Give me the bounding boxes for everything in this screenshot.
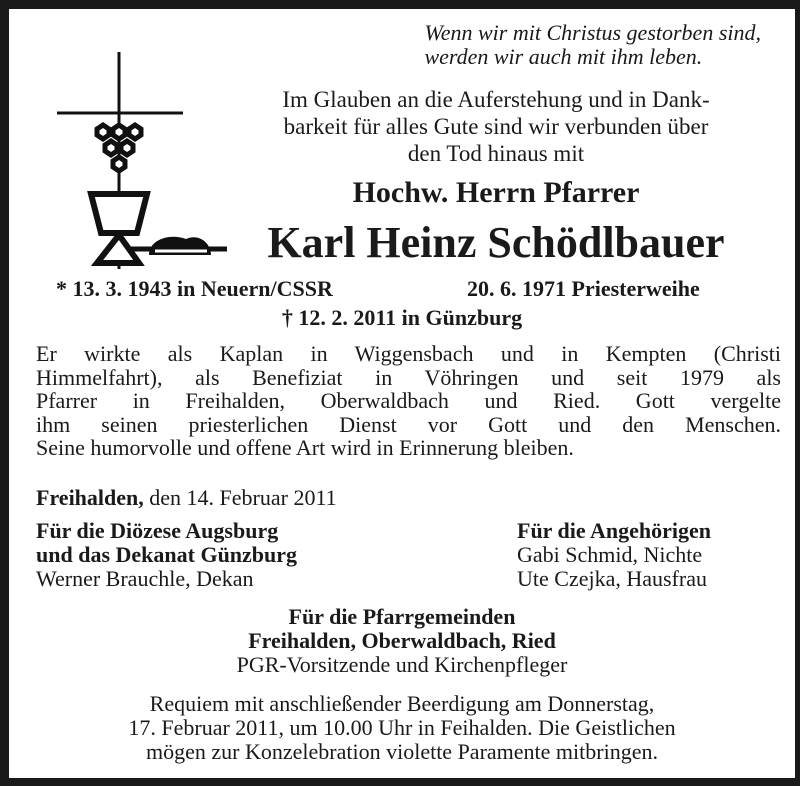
bio-line: Himmelfahrt), als Benefiziat in Vöhringen und seit 1979 als bbox=[36, 364, 781, 390]
sig-line: Für die Pfarrgemeinden bbox=[288, 604, 516, 629]
parish-signatures bbox=[9, 605, 795, 677]
bio-line: Pfarrer in Freihalden, Oberwaldbach und Ried. Gott vergelte bbox=[36, 388, 781, 413]
sig-line: Für die Diözese Augsburg bbox=[36, 518, 279, 543]
right-signatures bbox=[517, 519, 711, 591]
bio-line: Seine humorvolle und offene Art wird in Erinnerung bleiben. bbox=[36, 435, 574, 460]
cross-chalice-grapes-icon bbox=[30, 30, 230, 270]
sig-line: Gabi Schmid, Nichte bbox=[517, 542, 703, 567]
motto bbox=[424, 21, 761, 69]
bio-line: ihm seinen priesterlichen Dienst vor Gott und den Menschen. bbox=[36, 411, 781, 437]
death-date: † 12. 2. 2011 in Günzburg bbox=[281, 305, 523, 330]
ordination-date: 20. 6. 1971 Priesterweihe bbox=[467, 276, 700, 301]
requiem-line: mögen zur Konzelebration violette Paramente mitbringen. bbox=[146, 739, 658, 764]
sig-line: Ute Czejka, Hausfrau bbox=[517, 566, 707, 591]
requiem-info bbox=[9, 692, 795, 764]
deceased-name: Karl Heinz Schödlbauer bbox=[267, 218, 725, 267]
intro-line: Im Glauben an die Auferstehung und in Dank- bbox=[282, 87, 710, 112]
birth-date: * 13. 3. 1943 in Neuern/CSSR bbox=[56, 276, 333, 301]
place: Freihalden, bbox=[36, 485, 144, 510]
title: Hochw. Herrn Pfarrer bbox=[352, 176, 640, 209]
intro-line: barkeit für alles Gute sind wir verbunden über bbox=[283, 114, 709, 139]
requiem-line: Requiem mit anschließender Beerdigung am Donnerstag, bbox=[149, 691, 655, 716]
sig-line: Für die Angehörigen bbox=[517, 518, 711, 543]
sig-line: PGR-Vorsitzende und Kirchenpfleger bbox=[236, 652, 568, 677]
motto-line: Wenn wir mit Christus gestorben sind, bbox=[424, 20, 761, 45]
place-date bbox=[36, 486, 337, 510]
biography bbox=[36, 342, 781, 460]
left-signatures bbox=[36, 519, 297, 591]
sig-line: Freihalden, Oberwaldbach, Ried bbox=[248, 628, 556, 653]
date: den 14. Februar 2011 bbox=[149, 485, 337, 510]
bio-line: Er wirkte als Kaplan in Wiggensbach und in Kempten (Christi bbox=[36, 341, 781, 366]
motto-line: werden wir auch mit ihm leben. bbox=[424, 44, 703, 69]
intro-line: den Tod hinaus mit bbox=[407, 141, 585, 166]
sig-line: Werner Brauchle, Dekan bbox=[36, 566, 254, 591]
intro bbox=[223, 86, 769, 167]
requiem-line: 17. Februar 2011, um 10.00 Uhr in Feihalden. Die Geistlichen bbox=[128, 715, 676, 740]
sig-line: und das Dekanat Günzburg bbox=[36, 542, 298, 567]
